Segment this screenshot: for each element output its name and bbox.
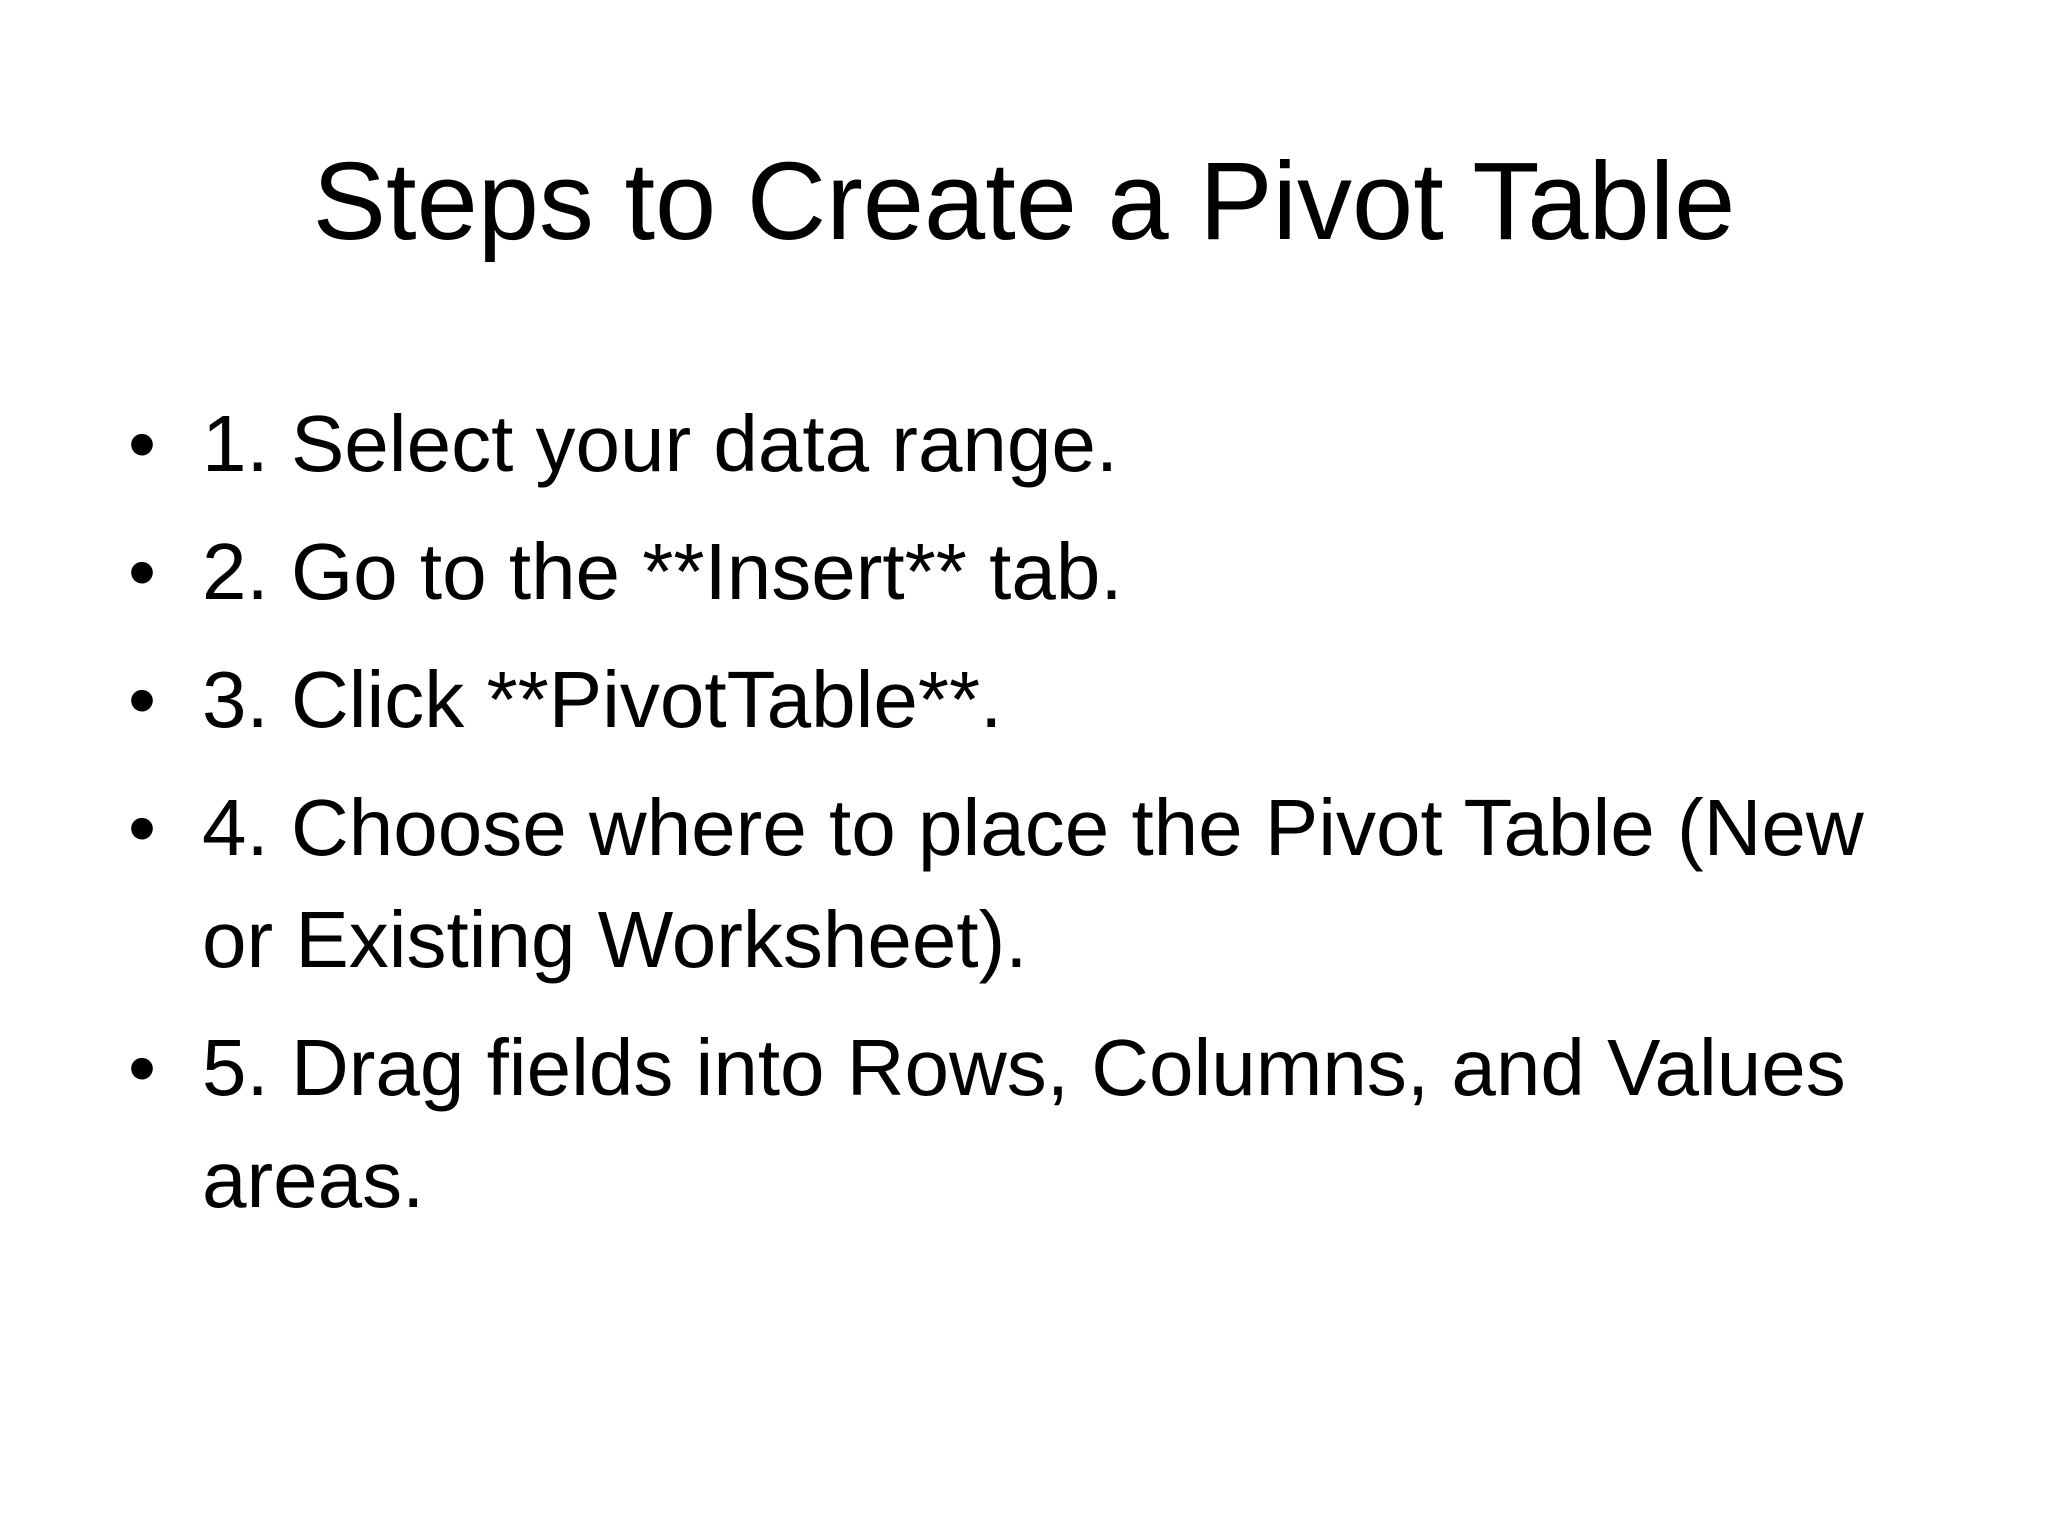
step-2-text: 2. Go to the **Insert** tab.: [202, 527, 1123, 616]
step-4-text: 4. Choose where to place the Pivot Table (New or Existing Worksheet).: [202, 783, 1864, 984]
bullet-icon: •: [128, 399, 157, 488]
bullet-icon: •: [128, 1023, 157, 1112]
list-item: [120, 388, 1940, 500]
bullet-icon: •: [128, 527, 157, 616]
bullet-list: [120, 388, 1940, 1252]
slide-title: Steps to Create a Pivot Table: [312, 140, 1736, 263]
list-item: [120, 772, 1940, 996]
bullet-icon: •: [128, 783, 157, 872]
list-item: [120, 644, 1940, 756]
step-5-text: 5. Drag fields into Rows, Columns, and Values areas.: [202, 1023, 1846, 1224]
bullet-icon: •: [128, 655, 157, 744]
list-item: [120, 1012, 1940, 1236]
step-3-text: 3. Click **PivotTable**.: [202, 655, 1003, 744]
step-1-text: 1. Select your data range.: [202, 399, 1119, 488]
list-item: [120, 516, 1940, 628]
